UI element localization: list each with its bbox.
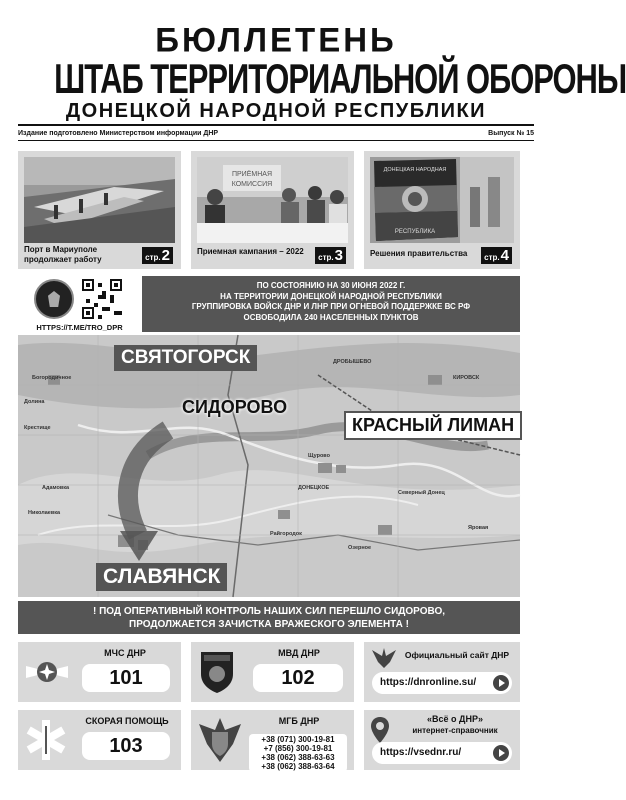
phone-number[interactable]: +38 (062) 388-63-63 — [261, 753, 335, 762]
status-line: ГРУППИРОВКА ВОЙСК ДНР И ЛНР ПРИ ОГНЕВОЙ ПОДДЕРЖКЕ ВС РФ — [191, 302, 471, 311]
status-line: НА ТЕРРИТОРИИ ДОНЕЦКОЙ НАРОДНОЙ РЕСПУБЛИКИ — [220, 291, 442, 301]
page-badge: стр. 2 — [142, 247, 173, 264]
svg-text:РЕСПУБЛИКА: РЕСПУБЛИКА — [394, 229, 436, 235]
status-line: ПО СОСТОЯНИЮ НА 30 ИЮНЯ 2022 Г. — [256, 281, 406, 290]
map-label: Яровая — [468, 525, 489, 531]
city-svyatogorsk: СВЯТОГОРСК — [114, 345, 257, 371]
card-vsednr[interactable] — [364, 710, 520, 770]
phone-number[interactable]: 103 — [82, 732, 170, 760]
site-link[interactable] — [372, 672, 512, 694]
vsednr-url[interactable]: https://vsednr.ru/ — [380, 747, 462, 758]
card-title: МЧС ДНР — [104, 648, 146, 658]
site-url[interactable]: https://dnronline.su/ — [380, 677, 477, 688]
map-label: Богородичное — [32, 375, 72, 381]
masthead-title: БЮЛЛЕТЕНЬ — [155, 20, 397, 59]
teaser-caption: Приемная кампания – 2022 — [197, 247, 304, 256]
teaser-caption: Решения правительства — [370, 249, 468, 258]
telegram-block[interactable] — [20, 275, 135, 335]
status-line: ОСВОБОДИЛА 240 НАСЕЛЕННЫХ ПУНКТОВ — [243, 312, 419, 322]
liberation-status — [142, 276, 520, 332]
control-line: ПРОДОЛЖАЕТСЯ ЗАЧИСТКА ВРАЖЕСКОГО ЭЛЕМЕНТА ! — [129, 619, 409, 630]
card-mgb[interactable] — [191, 710, 354, 770]
mchs-emblem-icon — [24, 652, 70, 692]
map-label: Озерное — [348, 545, 372, 551]
masthead — [18, 20, 626, 122]
defense-emblem-icon — [34, 279, 74, 319]
map-label: Щурово — [308, 453, 330, 459]
phone-number[interactable]: +7 (856) 300-19-81 — [263, 744, 333, 753]
page-badge: стр. 3 — [315, 247, 346, 264]
masthead-region: ДОНЕЦКОЙ НАРОДНОЙ РЕСПУБЛИКИ — [65, 100, 487, 122]
map-label: ДОНЕЦКОЕ — [298, 485, 330, 491]
page-badge: стр. 4 — [481, 247, 512, 264]
control-status — [18, 601, 520, 634]
admissions-photo — [197, 157, 348, 243]
mgb-emblem-icon — [195, 714, 245, 766]
card-title: СКОРАЯ ПОМОЩЬ — [85, 716, 169, 726]
flag-photo — [370, 157, 514, 243]
location-pin-icon — [370, 716, 390, 744]
city-sidorovo: СИДОРОВО — [182, 397, 288, 417]
card-title: МГБ ДНР — [278, 716, 320, 726]
go-arrow-icon[interactable] — [493, 675, 509, 691]
svg-text:ДОНЕЦКАЯ НАРОДНАЯ: ДОНЕЦКАЯ НАРОДНАЯ — [383, 167, 447, 173]
issue-rule — [18, 140, 534, 141]
go-arrow-icon[interactable] — [493, 745, 509, 761]
map-label: Райгородок — [270, 531, 302, 537]
phone-number[interactable]: +38 (062) 388-63-64 — [261, 762, 335, 771]
svg-text:ПРИЁМНАЯ: ПРИЁМНАЯ — [231, 171, 273, 178]
map-terrain — [18, 335, 520, 597]
teaser-port[interactable] — [18, 151, 181, 269]
teaser-caption: Порт в Мариуполе продолжает работу — [24, 245, 102, 264]
control-line: ! ПОД ОПЕРАТИВНЫЙ КОНТРОЛЬ НАШИХ СИЛ ПЕРЕШЛО СИДОРОВО, — [92, 606, 446, 617]
city-slavyansk: СЛАВЯНСК — [96, 563, 227, 591]
mgb-phones — [249, 734, 347, 772]
map-label: Крестище — [24, 425, 51, 431]
phone-number[interactable]: 101 — [82, 664, 170, 692]
teaser-admissions[interactable] — [191, 151, 354, 269]
card-title: Официальный сайт ДНР — [404, 650, 510, 660]
police-shield-icon — [199, 648, 235, 694]
city-krasny-liman: КРАСНЫЙ ЛИМАН — [344, 411, 522, 440]
card-title: «Всё о ДНР» — [427, 714, 483, 724]
card-mvd[interactable] — [191, 642, 354, 702]
svg-text:КОМИССИЯ: КОМИССИЯ — [231, 181, 273, 188]
dnr-eagle-icon — [370, 646, 398, 670]
card-mchs[interactable] — [18, 642, 181, 702]
teaser-government[interactable] — [364, 151, 520, 269]
card-official-site[interactable] — [364, 642, 520, 702]
map-label: Долина — [24, 399, 45, 405]
card-title: МВД ДНР — [278, 648, 320, 658]
masthead-subtitle: ШТАБ ТЕРРИТОРИАЛЬНОЙ ОБОРОНЫ — [54, 54, 626, 102]
masthead-rule — [18, 124, 534, 126]
phone-number[interactable]: +38 (071) 300-19-81 — [261, 735, 335, 744]
port-photo — [24, 157, 175, 243]
card-ambulance[interactable] — [18, 710, 181, 770]
phone-number[interactable]: 102 — [253, 664, 343, 692]
star-of-life-icon — [24, 718, 68, 762]
issue-number: Выпуск № 15 — [488, 129, 534, 137]
qr-code-icon[interactable] — [82, 279, 122, 319]
map-label: Северный Донец — [398, 490, 445, 496]
map-label: Адамовка — [42, 485, 70, 491]
publisher-note: Издание подготовлено Министерством информации ДНР — [18, 129, 219, 137]
operations-map — [18, 335, 520, 597]
issue-row — [18, 127, 534, 139]
map-label: КИРОВСК — [453, 375, 480, 381]
map-label: ДРОБЫШЕВО — [333, 359, 372, 365]
telegram-url[interactable]: HTTPS://T.ME/TRO_DPR — [36, 323, 123, 332]
map-label: Николаевка — [28, 510, 61, 516]
vsednr-link[interactable] — [372, 742, 512, 764]
card-subtitle: интернет-справочник — [412, 726, 498, 735]
